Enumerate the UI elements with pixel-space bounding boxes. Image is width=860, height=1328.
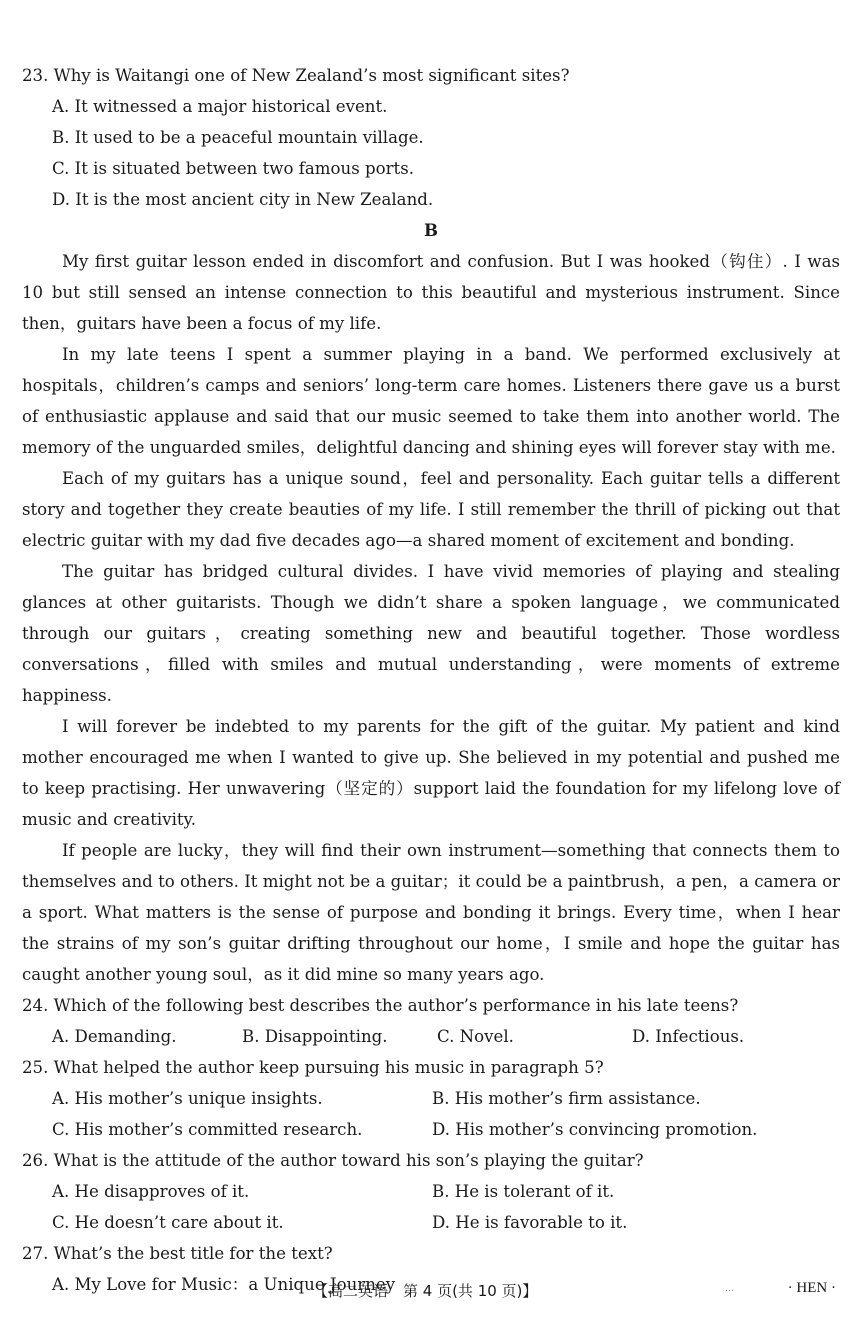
question-23-option-b: B. It used to be a peaceful mountain village. [52,128,424,147]
question-25-stem: 25. What helped the author keep pursuing his music in paragraph 5? [22,1058,604,1077]
question-23-option-c: C. It is situated between two famous ports. [52,159,414,178]
question-24-option-c: C. Novel. [437,1027,514,1046]
question-25-option-c: C. His mother’s committed research. [52,1120,363,1139]
question-24-stem: 24. Which of the following best describes the author’s performance in his late teens? [22,996,739,1015]
passage-paragraph-3: Each of my guitars has a unique sound，feel and personality. Each guitar tells a different story and together they create beauties of my life. I still remember the thrill of picking out that electric guitar with my dad five decades ago—a shared moment of excitement and bonding. [22,469,840,550]
question-24-option-b: B. Disappointing. [242,1027,388,1046]
page-number-label: 【高二英语 第 4 页(共 10 页)】 [313,1282,538,1300]
footer-dots: … [725,1284,734,1294]
question-26-options-row-1 [22,1176,840,1207]
page-footer [0,1280,860,1304]
question-25-options-row-2 [22,1114,840,1145]
question-26-stem: 26. What is the attitude of the author toward his son’s playing the guitar? [22,1151,644,1170]
question-23-stem: 23. Why is Waitangi one of New Zealand’s most significant sites? [22,66,570,85]
question-23-option-a: A. It witnessed a major historical event. [52,97,388,116]
question-23-option-d: D. It is the most ancient city in New Zealand. [52,190,434,209]
question-24-option-a: A. Demanding. [52,1027,177,1046]
question-26-option-b: B. He is tolerant of it. [432,1182,615,1201]
question-25-option-b: B. His mother’s firm assistance. [432,1089,701,1108]
question-25-option-a: A. His mother’s unique insights. [52,1089,323,1108]
passage-paragraph-2: In my late teens I spent a summer playing in a band. We performed exclusively at hospitals，children’s camps and seniors’ long-term care homes. Listeners there gave us a burst of enthusiastic applause and said that our music seemed to take them into another world. The memory of the unguarded smiles，delightful dancing and shining eyes will forever stay with me. [22,345,840,457]
question-27-option-a: A. My Love for Music：a Unique Journey [52,1275,396,1294]
exam-code: · HEN · [787,1280,836,1296]
question-27-stem: 27. What’s the best title for the text? [22,1244,333,1263]
question-25-option-d: D. His mother’s convincing promotion. [432,1120,758,1139]
question-24-options [22,1021,840,1052]
section-heading: B [423,220,439,240]
passage-paragraph-5: I will forever be indebted to my parents for the gift of the guitar. My patient and kind mother encouraged me when I wanted to give up. She believed in my potential and pushed me to keep practising. Her unwavering（坚定的）support laid the foundation for my lifelong love of music and creativity. [22,717,840,829]
passage-paragraph-1: My first guitar lesson ended in discomfort and confusion. But I was hooked（钩住）. I was 10 but still sensed an intense connection to this beautiful and mysterious instrument. Since then，guitars have been a focus of my life. [22,252,840,333]
passage-paragraph-4: The guitar has bridged cultural divides. I have vivid memories of playing and stealing glances at other guitarists. Though we didn’t share a spoken language，we communicated through our guitars，creating something new and beautiful together. Those wordless conversations，filled with smiles and mutual understanding，were moments of extreme happiness. [22,562,840,705]
exam-page [22,60,840,1300]
question-26-option-c: C. He doesn’t care about it. [52,1213,284,1232]
question-26-option-d: D. He is favorable to it. [432,1213,628,1232]
question-26-option-a: A. He disapproves of it. [52,1182,250,1201]
question-26-options-row-2 [22,1207,840,1238]
passage-paragraph-6: If people are lucky，they will find their own instrument—something that connects them to themselves and to others. It might not be a guitar；it could be a paintbrush，a pen，a camera or a sport. What matters is the sense of purpose and bonding it brings. Every time，when I hear the strains of my son’s guitar drifting throughout our home，I smile and hope the guitar has caught another young soul，as it did mine so many years ago. [22,841,840,984]
question-25-options-row-1 [22,1083,840,1114]
question-24-option-d: D. Infectious. [632,1027,745,1046]
